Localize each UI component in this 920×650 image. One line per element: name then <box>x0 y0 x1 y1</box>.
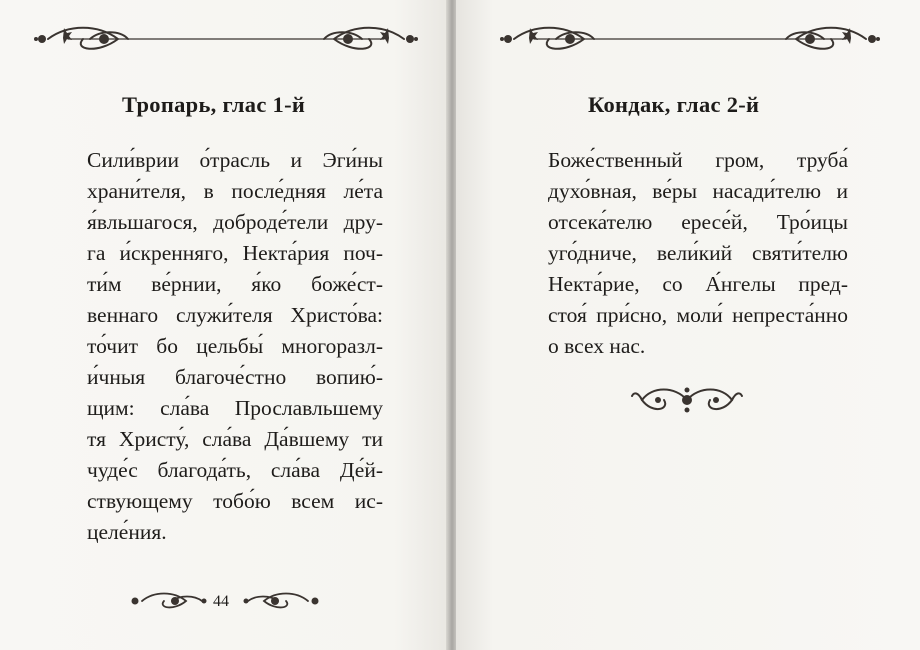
troparion-line: щим: сла́ва Прославльшему <box>87 396 383 420</box>
troparion-line: чуде́с благода́ть, сла́ва Де́й- <box>87 458 383 482</box>
troparion-line: Сили́врии о́трасль и Эги́ны <box>87 148 383 172</box>
kontakion-line: уго́дниче, вели́кий святи́телю <box>548 241 848 265</box>
right-headpiece-ornament <box>494 20 886 58</box>
kontakion-line: отсека́телю ересе́й, Тро́ицы <box>548 210 848 234</box>
troparion-line: храни́теля, в после́дняя ле́та <box>87 179 383 203</box>
heading-kontakion: Кондак, глас 2-й <box>588 92 760 117</box>
left-page <box>0 0 448 650</box>
troparion-line: и́чныя благоче́стно вопию́- <box>87 365 383 389</box>
kontakion-line: духо́вная, ве́ры насади́телю и <box>548 179 848 203</box>
kontakion-line: о всех нас. <box>548 334 646 358</box>
kontakion-line: стоя́ при́сно, моли́ непреста́нно <box>548 303 848 327</box>
troparion-line: целе́ния. <box>87 520 167 544</box>
left-headpiece-ornament <box>28 20 424 58</box>
kontakion-line: Боже́ственный гром, труба́ <box>548 148 848 172</box>
troparion-line: ствующему тобо́ю всем ис- <box>87 489 383 513</box>
troparion-line: га и́скренняго, Некта́рия поч- <box>87 241 383 265</box>
troparion-line: веннаго служи́теля Христо́ва: <box>87 303 383 327</box>
page-number: 44 <box>213 593 229 610</box>
left-footer-ornament-right <box>240 588 322 614</box>
troparion-line: тя Христу́, сла́ва Да́вшему ти <box>87 427 383 451</box>
troparion-text <box>87 145 383 548</box>
heading-troparion: Тропарь, глас 1-й <box>122 92 306 117</box>
troparion-line: ти́м ве́рнии, я́ко боже́ст- <box>87 272 383 296</box>
kontakion-text <box>548 145 848 362</box>
troparion-line: я́вльшагося, доброде́тели дру- <box>87 210 383 234</box>
right-page <box>456 0 920 650</box>
left-footer-ornament-left <box>128 588 210 614</box>
tailpiece-ornament <box>630 380 744 420</box>
kontakion-line: Некта́рие, со А́нгелы пред- <box>548 272 848 296</box>
troparion-line: то́чит бо цельбы́ многоразл- <box>87 334 383 358</box>
